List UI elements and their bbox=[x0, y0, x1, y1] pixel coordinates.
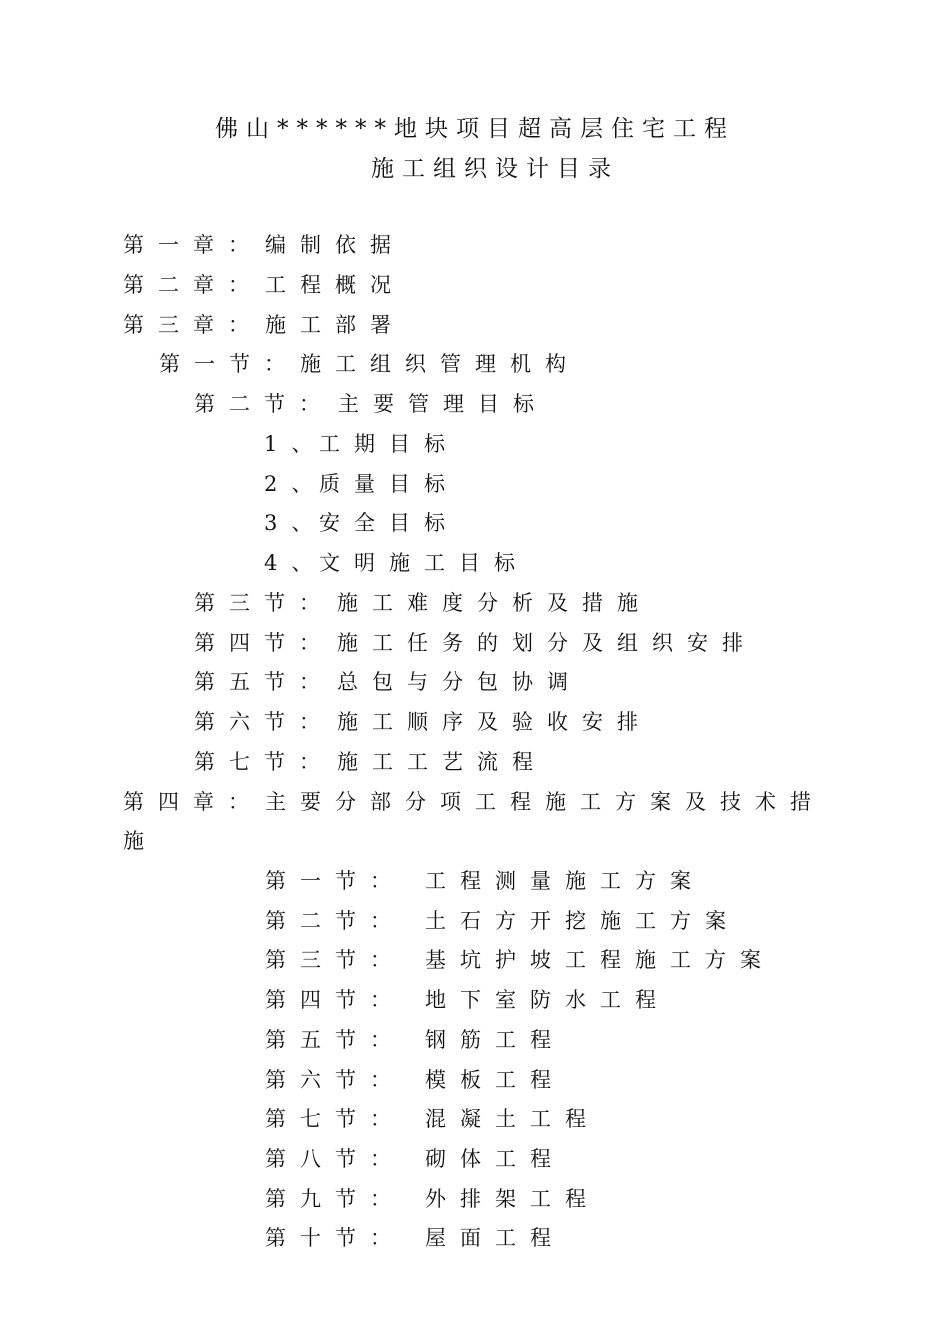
toc-text: 土石方开挖施工方案 bbox=[425, 909, 740, 933]
toc-text: 砌体工程 bbox=[425, 1147, 565, 1171]
toc-label: 第七节： bbox=[194, 750, 334, 774]
toc-text: 模板工程 bbox=[425, 1068, 565, 1092]
toc-text: 施工部署 bbox=[265, 313, 405, 337]
toc-label: 第五节： bbox=[265, 1028, 405, 1052]
toc-label: 第八节： bbox=[265, 1147, 405, 1171]
toc-label: 第四章： bbox=[123, 790, 263, 814]
toc-label: 1、 bbox=[264, 432, 327, 456]
toc-label: 第七节： bbox=[265, 1107, 405, 1131]
toc-chapter-4[interactable] bbox=[123, 788, 825, 816]
toc-ch4-section-6[interactable] bbox=[265, 1066, 565, 1094]
toc-ch3-section-6[interactable] bbox=[194, 708, 652, 736]
toc-ch4-section-3[interactable] bbox=[265, 946, 775, 974]
toc-chapter-2[interactable] bbox=[123, 271, 405, 299]
toc-text: 质量目标 bbox=[319, 472, 459, 496]
toc-ch3-s2-item-2[interactable] bbox=[264, 470, 459, 498]
toc-ch3-s2-item-4[interactable] bbox=[264, 549, 529, 577]
toc-text: 钢筋工程 bbox=[425, 1028, 565, 1052]
toc-ch4-section-7[interactable] bbox=[265, 1105, 600, 1133]
toc-text: 外排架工程 bbox=[425, 1187, 600, 1211]
document-title-line1: 佛山******地块项目超高层住宅工程 bbox=[215, 116, 735, 142]
toc-ch4-section-2[interactable] bbox=[265, 907, 740, 935]
toc-label: 4、 bbox=[264, 551, 327, 575]
toc-chapter-4-continued[interactable] bbox=[123, 827, 158, 855]
toc-ch4-section-10[interactable] bbox=[265, 1224, 565, 1252]
toc-text: 主要管理目标 bbox=[338, 392, 548, 416]
toc-text: 施工工艺流程 bbox=[337, 750, 547, 774]
toc-text: 工期目标 bbox=[319, 432, 459, 456]
toc-text: 工程概况 bbox=[265, 273, 405, 297]
toc-label: 2、 bbox=[264, 472, 327, 496]
toc-text: 施工难度分析及措施 bbox=[337, 591, 652, 615]
toc-ch4-section-1[interactable] bbox=[265, 867, 705, 895]
toc-ch3-section-2[interactable] bbox=[194, 390, 548, 418]
toc-ch3-section-1[interactable] bbox=[159, 350, 580, 378]
toc-ch3-s2-item-1[interactable] bbox=[264, 430, 459, 458]
toc-text: 施 bbox=[123, 829, 158, 853]
document-title-line2: 施工组织设计目录 bbox=[371, 156, 619, 182]
toc-text: 施工组织管理机构 bbox=[300, 352, 580, 376]
toc-text: 文明施工目标 bbox=[319, 551, 529, 575]
toc-label: 3、 bbox=[264, 511, 327, 535]
toc-label: 第六节： bbox=[194, 710, 334, 734]
toc-text: 屋面工程 bbox=[425, 1226, 565, 1250]
toc-text: 基坑护坡工程施工方案 bbox=[425, 948, 775, 972]
toc-label: 第一节： bbox=[159, 352, 299, 376]
toc-text: 总包与分包协调 bbox=[337, 670, 582, 694]
toc-ch3-section-5[interactable] bbox=[194, 668, 582, 696]
toc-label: 第二节： bbox=[194, 392, 334, 416]
toc-ch4-section-8[interactable] bbox=[265, 1145, 565, 1173]
toc-label: 第一章： bbox=[123, 233, 263, 257]
toc-label: 第四节： bbox=[194, 631, 334, 655]
toc-label: 第三节： bbox=[265, 948, 405, 972]
toc-ch4-section-5[interactable] bbox=[265, 1026, 565, 1054]
toc-label: 第二节： bbox=[265, 909, 405, 933]
toc-label: 第四节： bbox=[265, 988, 405, 1012]
toc-chapter-3[interactable] bbox=[123, 311, 405, 339]
toc-label: 第三节： bbox=[194, 591, 334, 615]
toc-ch3-section-7[interactable] bbox=[194, 748, 547, 776]
toc-label: 第五节： bbox=[194, 670, 334, 694]
toc-ch3-s2-item-3[interactable] bbox=[264, 509, 459, 537]
toc-text: 地下室防水工程 bbox=[425, 988, 670, 1012]
toc-ch4-section-4[interactable] bbox=[265, 986, 670, 1014]
toc-label: 第六节： bbox=[265, 1068, 405, 1092]
toc-label: 第三章： bbox=[123, 313, 263, 337]
toc-text: 安全目标 bbox=[319, 511, 459, 535]
toc-ch3-section-3[interactable] bbox=[194, 589, 652, 617]
toc-label: 第一节： bbox=[265, 869, 405, 893]
toc-text: 混凝土工程 bbox=[425, 1107, 600, 1131]
toc-ch4-section-9[interactable] bbox=[265, 1185, 600, 1213]
toc-text: 施工任务的划分及组织安排 bbox=[337, 631, 757, 655]
toc-label: 第二章： bbox=[123, 273, 263, 297]
toc-label: 第九节： bbox=[265, 1187, 405, 1211]
toc-text: 施工顺序及验收安排 bbox=[337, 710, 652, 734]
toc-label: 第十节： bbox=[265, 1226, 405, 1250]
toc-text: 编制依据 bbox=[265, 233, 405, 257]
toc-text: 工程测量施工方案 bbox=[425, 869, 705, 893]
toc-ch3-section-4[interactable] bbox=[194, 629, 757, 657]
toc-chapter-1[interactable] bbox=[123, 231, 405, 259]
toc-text: 主要分部分项工程施工方案及技术措 bbox=[265, 790, 825, 814]
